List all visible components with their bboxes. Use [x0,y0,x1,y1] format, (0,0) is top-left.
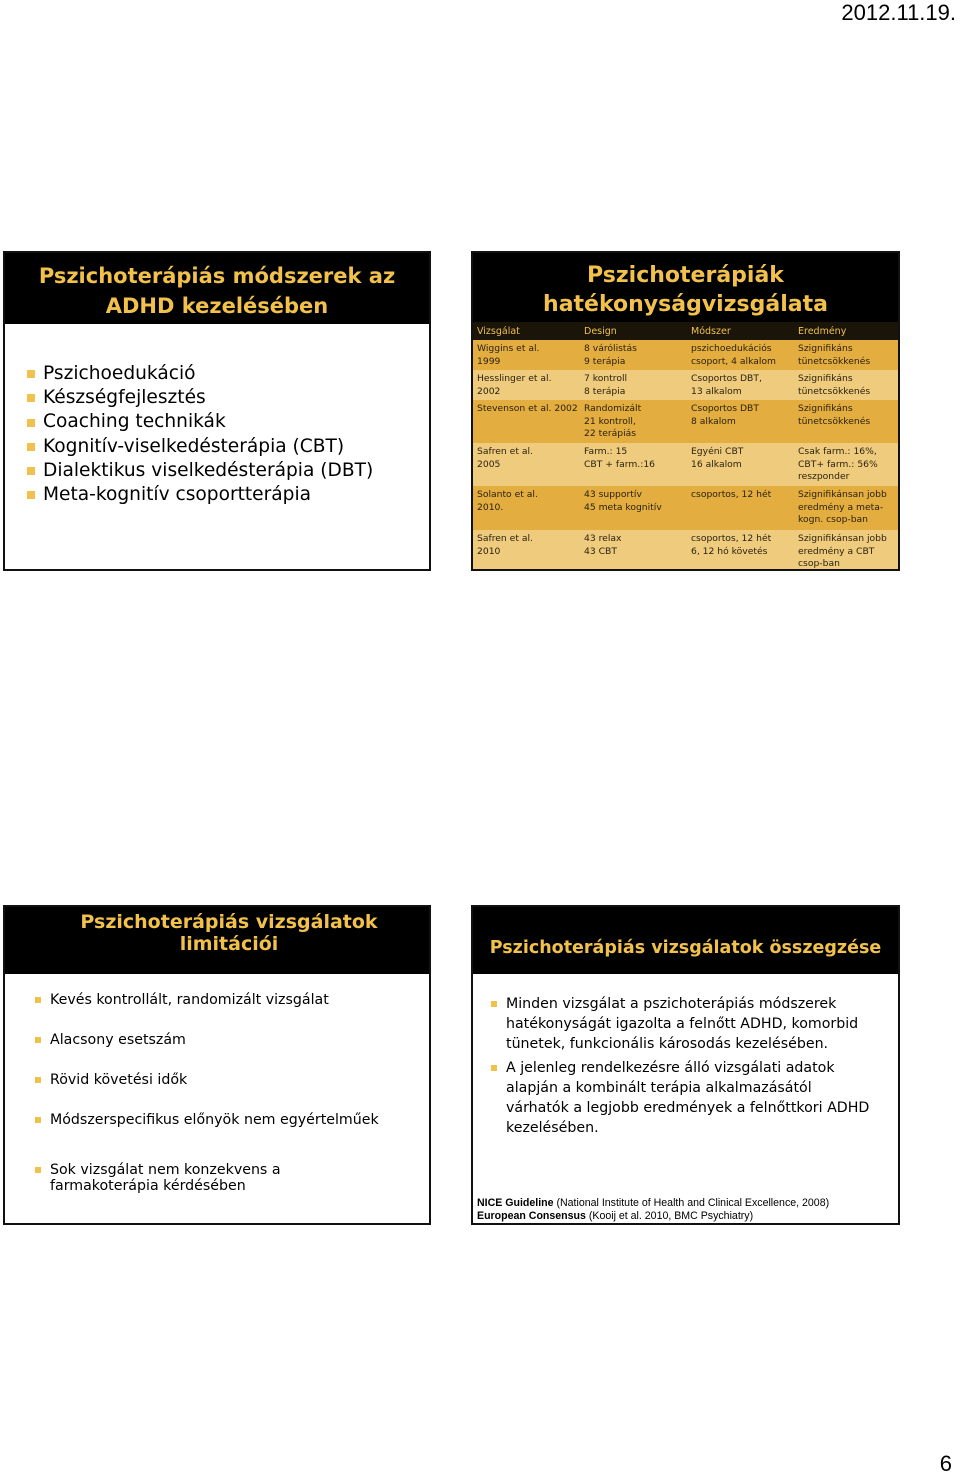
table-cell: Safren et al. 2005 [477,446,533,470]
list-item [27,410,429,434]
bullet-square-icon [27,491,35,499]
table-row [473,400,898,443]
table-cell: Szignifikáns tünetcsökkenés [798,373,871,397]
references [477,1197,829,1223]
list-item [35,1112,429,1128]
table-cell: Csak farm.: 16%, CBT+ farm.: 56% reszponder [798,446,878,482]
page-number: 6 [939,1451,952,1476]
slide-methods-title [5,253,429,324]
slide-efficacy-title [473,253,898,324]
table-cell: Randomizált 21 kontroll, 22 terápiás [584,403,642,439]
table-cell: Egyéni CBT 16 alkalom [691,446,744,470]
slide-efficacy-title-line2: hatékonyságvizsgálata [543,291,828,317]
table-cell: 8 várólistás 9 terápia [584,343,637,367]
table-cell: Szignifikánsan jobb eredmény a meta- kogn. csop-ban [798,489,887,525]
list-item-text: Pszichoedukáció [43,363,196,384]
table-row [473,443,898,486]
list-item [27,483,429,507]
methods-list [5,324,429,507]
list-item-text: Meta-kognitív csoportterápia [43,484,312,506]
list-item [35,1072,429,1088]
reference-name: NICE Guideline [477,1197,554,1209]
header-date: 2012.11.19. [841,0,956,25]
list-item-text: Kognitív-viselkedésterápia (CBT) [43,435,345,457]
slide-limitations-title: Pszichoterápiás vizsgálatok limitációi [5,907,429,974]
list-item [27,435,429,459]
list-item-text: Dialektikus viselkedésterápia (DBT) [43,459,374,481]
slide-limitations [3,905,431,1225]
table-cell: 7 kontroll 8 terápia [584,373,628,397]
table-cell: Stevenson et al. 2002 [477,403,578,414]
table-row [473,530,898,571]
table-cell: csoportos, 12 hét [691,489,772,500]
table-header-row [473,322,898,340]
slide-methods [3,251,431,571]
slide-summary-title: Pszichoterápiás vizsgálatok összegzése [473,907,898,974]
list-item-text: Alacsony esetszám [50,1032,186,1048]
bullet-square-icon [35,1117,41,1123]
list-item-text: Kevés kontrollált, randomizált vizsgálat [50,992,329,1008]
column-header: Eredmény [798,325,847,337]
table-cell: Csoportos DBT 8 alkalom [691,403,759,427]
bullet-square-icon [35,997,41,1003]
table-cell: Szignifikáns tünetcsökkenés [798,403,871,427]
efficacy-table [473,322,898,571]
bullet-square-icon [35,1077,41,1083]
bullet-square-icon [491,1065,497,1071]
table-cell: Safren et al. 2010 [477,533,533,557]
bullet-square-icon [35,1037,41,1043]
list-item [27,459,429,483]
list-item [491,1058,876,1138]
bullet-square-icon [35,1167,41,1173]
bullet-square-icon [27,394,35,402]
slide-efficacy [471,251,900,571]
table-cell: Szignifikáns tünetcsökkenés [798,343,871,367]
bullet-square-icon [27,467,35,475]
list-item-text: Coaching technikák [43,411,226,433]
list-item-text: Módszerspecifikus előnyök nem egyértelműek [50,1112,379,1128]
list-item-text: Készségfejlesztés [43,387,206,409]
table-row [473,340,898,370]
reference-line [477,1210,829,1223]
slide-efficacy-title-line1: Pszichoterápiák [587,262,784,288]
list-item-text: Rövid követési idők [50,1072,188,1088]
bullet-square-icon [27,443,35,451]
column-header: Módszer [691,325,731,337]
table-row [473,486,898,530]
reference-detail: (Kooij et al. 2010, BMC Psychiatry) [585,1210,754,1222]
list-item [35,1162,375,1194]
table-cell: 43 supportív 45 meta kognitív [584,489,662,513]
reference-name: European Consensus [477,1210,586,1222]
list-item-text: A jelenleg rendelkezésre álló vizsgálati adatok alapján a kombinált terápia alkalmazásától várhatók a legjobb eredmények a felnőttkori ADHD kezelésében. [506,1060,870,1136]
list-item-text: Minden vizsgálat a pszichoterápiás módszerek hatékonyságát igazolta a felnőtt ADHD, komorbid tünetek, funkcionális károsodás kezelésében. [506,996,859,1052]
list-item-text: Sok vizsgálat nem konzekvens a farmakoterápia kérdésében [50,1162,281,1194]
slide-summary [471,905,900,1225]
column-header: Vizsgálat [477,325,520,337]
table-row [473,370,898,400]
table-cell: 43 relax 43 CBT [584,533,622,557]
summary-list [473,974,898,1138]
table-cell: Hesslinger et al. 2002 [477,373,552,397]
list-item [27,362,429,386]
list-item [35,1032,429,1048]
table-cell: pszichoedukációs csoport, 4 alkalom [691,343,776,367]
table-cell: Solanto et al. 2010. [477,489,538,513]
bullet-square-icon [27,370,35,378]
bullet-square-icon [27,419,35,427]
limitations-list [5,974,429,1194]
reference-line [477,1197,829,1210]
table-cell: Csoportos DBT, 13 alkalom [691,373,762,397]
table-cell: csoportos, 12 hét 6, 12 hó követés [691,533,772,557]
reference-detail: (National Institute of Health and Clinical Excellence, 2008) [553,1197,830,1209]
list-item [35,992,429,1008]
list-item [491,994,876,1054]
column-header: Design [584,325,617,337]
bullet-square-icon [491,1001,497,1007]
table-cell: Wiggins et al. 1999 [477,343,540,367]
list-item [27,386,429,410]
slide-methods-title-line1: Pszichoterápiás módszerek az [38,263,396,288]
table-cell: Farm.: 15 CBT + farm.:16 [584,446,656,470]
table-cell: Szignifikánsan jobb eredmény a CBT csop-ban [798,533,887,569]
slide-methods-title-line2: ADHD kezelésében [105,293,329,318]
